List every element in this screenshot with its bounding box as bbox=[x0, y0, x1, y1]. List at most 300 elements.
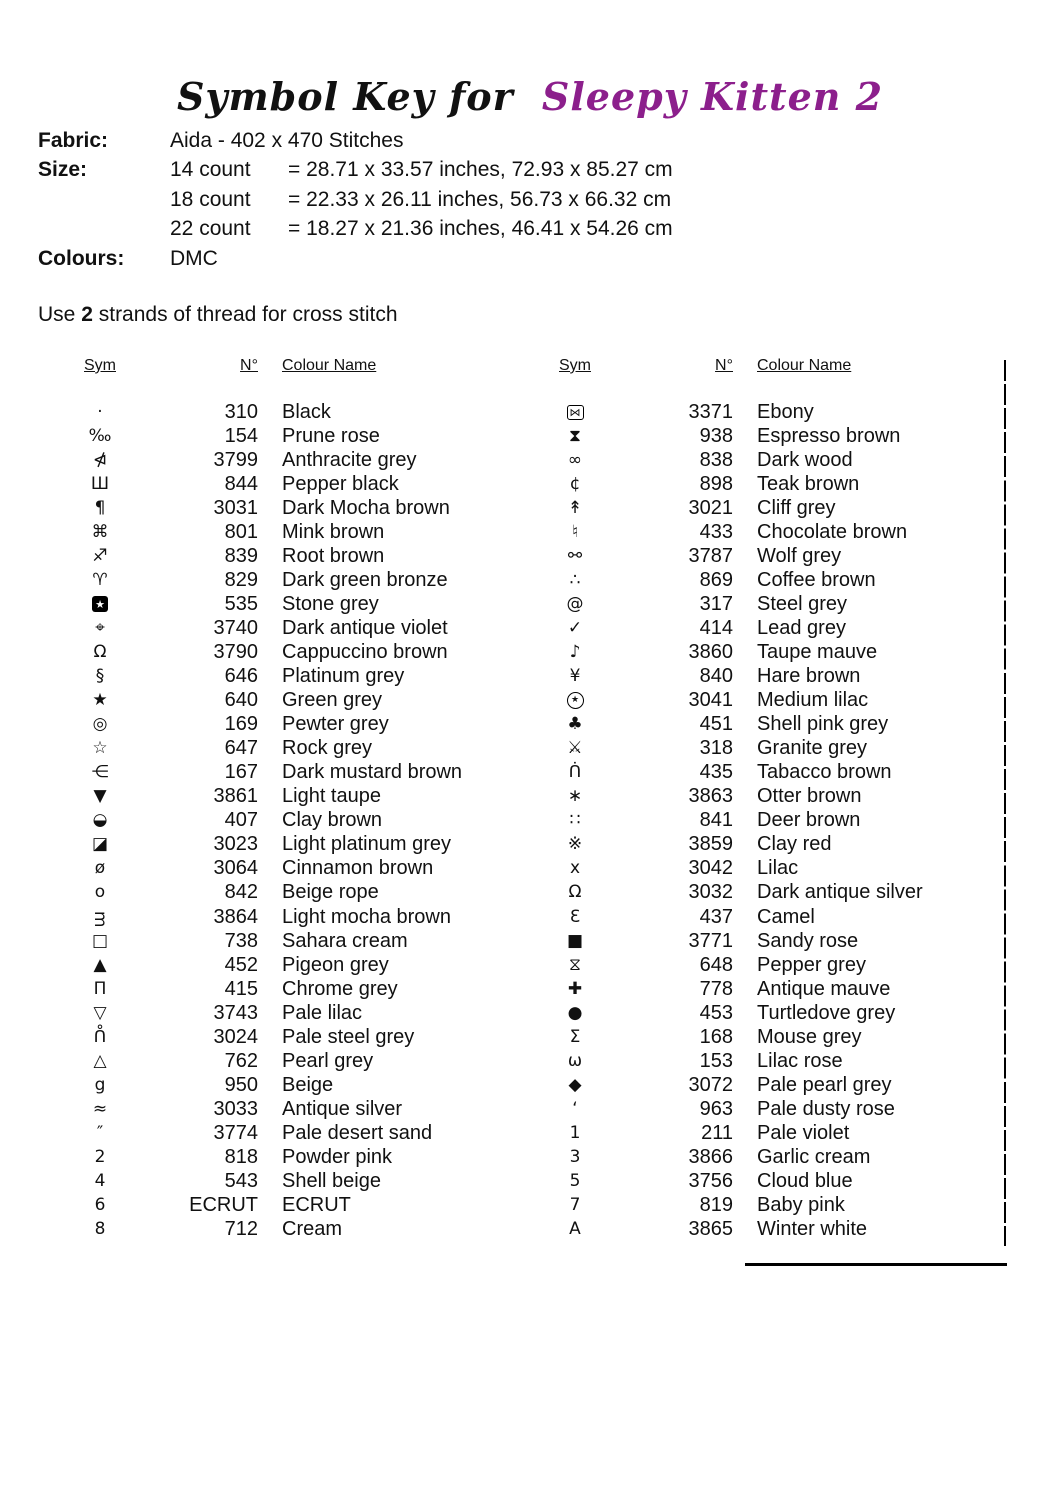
number-cell: 318 bbox=[699, 737, 733, 760]
number-cell: 646 bbox=[224, 665, 258, 688]
number-cell: ECRUT bbox=[189, 1194, 258, 1217]
number-cell: 3864 bbox=[213, 905, 258, 928]
number-cell: 640 bbox=[224, 689, 258, 712]
symbol-cell: ⧗ bbox=[569, 425, 581, 446]
symbol-cell: ♈ bbox=[92, 569, 108, 590]
table-row bbox=[60, 689, 500, 713]
table-row bbox=[60, 977, 500, 1001]
table-row bbox=[60, 1025, 500, 1049]
colour-name-cell: Mouse grey bbox=[757, 1025, 862, 1048]
table-row bbox=[60, 1121, 500, 1145]
symbol-cell: ◎ bbox=[92, 714, 108, 735]
symbol-cell: ⚯ bbox=[567, 545, 583, 566]
symbol-cell: ♣ bbox=[567, 714, 583, 735]
table-row bbox=[535, 1097, 1005, 1121]
colour-name-cell: Pewter grey bbox=[282, 713, 389, 736]
number-cell: 838 bbox=[699, 448, 733, 471]
table-row bbox=[60, 785, 500, 809]
colour-name-cell: Taupe mauve bbox=[757, 640, 878, 663]
table-row bbox=[535, 785, 1005, 809]
number-cell: 3740 bbox=[213, 616, 258, 639]
symbol-cell: 4 bbox=[94, 1171, 106, 1192]
number-cell: 3790 bbox=[213, 640, 258, 663]
number-cell: 437 bbox=[699, 905, 733, 928]
colour-name-cell: Powder pink bbox=[282, 1145, 393, 1168]
symbol-cell: ″ bbox=[96, 1122, 104, 1143]
fabric-row bbox=[38, 126, 673, 155]
number-cell: 3041 bbox=[688, 689, 733, 712]
symbol-cell: ★ bbox=[567, 692, 584, 709]
table-row bbox=[535, 1121, 1005, 1145]
colour-name-cell: Dark antique violet bbox=[282, 616, 448, 639]
table-row bbox=[535, 640, 1005, 664]
table-row bbox=[535, 833, 1005, 857]
table-row bbox=[60, 1170, 500, 1194]
number-cell: 452 bbox=[224, 953, 258, 976]
colour-name-cell: ECRUT bbox=[282, 1194, 351, 1217]
symbol-cell: ♐ bbox=[92, 545, 108, 566]
size-count: 18 count bbox=[170, 187, 251, 211]
table-row bbox=[535, 929, 1005, 953]
colour-name-cell: Hare brown bbox=[757, 665, 861, 688]
header-sym: Sym bbox=[84, 357, 116, 374]
symbol-cell: g bbox=[94, 1074, 106, 1095]
table-row bbox=[60, 424, 500, 448]
number-cell: 818 bbox=[224, 1145, 258, 1168]
colour-name-cell: Dark antique silver bbox=[757, 881, 923, 904]
table-row bbox=[535, 496, 1005, 520]
colour-name-cell: Pigeon grey bbox=[282, 953, 389, 976]
colour-name-cell: Tabacco brown bbox=[757, 761, 892, 784]
number-cell: 938 bbox=[699, 424, 733, 447]
table-row bbox=[535, 1049, 1005, 1073]
number-cell: 3021 bbox=[688, 496, 733, 519]
number-cell: 310 bbox=[224, 400, 258, 423]
colour-name-cell: Ebony bbox=[757, 400, 814, 423]
table-row bbox=[535, 472, 1005, 496]
colour-name-cell: Pale violet bbox=[757, 1121, 850, 1144]
number-cell: 3023 bbox=[213, 833, 258, 856]
number-cell: 647 bbox=[224, 737, 258, 760]
table-row bbox=[60, 400, 500, 424]
symbol-cell: ★ bbox=[92, 596, 108, 612]
table-row bbox=[60, 1073, 500, 1097]
number-cell: 3756 bbox=[688, 1170, 733, 1193]
symbol-cell: Σ bbox=[569, 1026, 581, 1047]
symbol-cell: ※ bbox=[567, 834, 583, 855]
table-row bbox=[535, 568, 1005, 592]
table-row bbox=[60, 737, 500, 761]
symbol-cell: ■ bbox=[566, 930, 584, 951]
symbol-cell: ‰ bbox=[88, 425, 112, 446]
table-row bbox=[60, 713, 500, 737]
symbol-cell: ▽ bbox=[93, 1002, 107, 1023]
symbol-cell: ᑏ bbox=[568, 762, 582, 783]
colour-name-cell: Dark green bronze bbox=[282, 568, 448, 591]
colour-name-cell: Teak brown bbox=[757, 472, 860, 495]
colour-name-cell: Anthracite grey bbox=[282, 448, 417, 471]
symbol-cell: 3 bbox=[569, 1146, 581, 1167]
colour-name-cell: Pale desert sand bbox=[282, 1121, 433, 1144]
symbol-cell: ⌖ bbox=[95, 617, 105, 638]
symbol-cell: 8 bbox=[94, 1219, 106, 1240]
colour-name-cell: Antique mauve bbox=[757, 977, 891, 1000]
number-cell: 154 bbox=[224, 424, 258, 447]
symbol-cell: ᴟ bbox=[94, 906, 106, 927]
table-row bbox=[60, 929, 500, 953]
table-row bbox=[60, 833, 500, 857]
number-cell: 3042 bbox=[688, 857, 733, 880]
header-number: N° bbox=[240, 357, 258, 374]
colour-name-cell: Clay brown bbox=[282, 809, 383, 832]
table-row bbox=[60, 1049, 500, 1073]
symbol-cell: ▲ bbox=[93, 954, 107, 975]
colour-name-cell: Baby pink bbox=[757, 1194, 845, 1217]
table-row bbox=[60, 809, 500, 833]
colour-name-cell: Deer brown bbox=[757, 809, 861, 832]
colour-name-cell: Otter brown bbox=[757, 785, 862, 808]
table-row bbox=[535, 977, 1005, 1001]
size-dimensions: = 18.27 x 21.36 inches, 46.41 x 54.26 cm bbox=[288, 217, 673, 241]
colour-name-cell: Green grey bbox=[282, 689, 383, 712]
colour-name-cell: Pale dusty rose bbox=[757, 1097, 895, 1120]
symbol-cell: ¢ bbox=[569, 473, 581, 494]
table-row bbox=[60, 496, 500, 520]
colour-name-cell: Shell pink grey bbox=[757, 713, 889, 736]
number-cell: 451 bbox=[699, 713, 733, 736]
symbol-cell: ♮ bbox=[571, 521, 579, 542]
symbol-cell: ✚ bbox=[567, 978, 583, 999]
table-row bbox=[535, 400, 1005, 424]
number-cell: 3859 bbox=[688, 833, 733, 856]
size-label: Size: bbox=[38, 158, 88, 182]
colour-name-cell: Winter white bbox=[757, 1218, 868, 1241]
table-row bbox=[60, 761, 500, 785]
number-cell: 3860 bbox=[688, 640, 733, 663]
symbol-cell: ∗ bbox=[567, 786, 583, 807]
table-row bbox=[60, 520, 500, 544]
table-row bbox=[60, 592, 500, 616]
symbol-cell: ⋪ bbox=[92, 449, 108, 470]
colours-label: Colours: bbox=[38, 246, 125, 270]
colour-name-cell: Cream bbox=[282, 1218, 343, 1241]
number-cell: 435 bbox=[699, 761, 733, 784]
symbol-cell: x bbox=[569, 858, 581, 879]
colour-name-cell: Dark Mocha brown bbox=[282, 496, 450, 519]
table-row bbox=[60, 448, 500, 472]
colour-name-cell: Light mocha brown bbox=[282, 905, 451, 928]
symbol-cell: ¥ bbox=[569, 666, 581, 687]
strands-instruction bbox=[38, 303, 398, 327]
number-cell: 3024 bbox=[213, 1025, 258, 1048]
symbol-cell: ω bbox=[567, 1050, 583, 1071]
instruction-strand-count: 2 bbox=[81, 303, 93, 326]
colour-name-cell: Cappuccino brown bbox=[282, 640, 448, 663]
number-cell: 3031 bbox=[213, 496, 258, 519]
symbol-cell: Ω bbox=[568, 882, 582, 903]
symbol-cell: Ω bbox=[93, 641, 107, 662]
colour-name-cell: Shell beige bbox=[282, 1170, 381, 1193]
number-cell: 842 bbox=[224, 881, 258, 904]
symbol-cell: § bbox=[95, 666, 105, 687]
table-row bbox=[535, 520, 1005, 544]
size-values bbox=[170, 155, 673, 243]
colour-name-cell: Dark wood bbox=[757, 448, 853, 471]
colour-name-cell: Chocolate brown bbox=[757, 520, 908, 543]
symbol-key-column-left bbox=[60, 400, 500, 1242]
symbol-cell: △ bbox=[93, 1050, 107, 1071]
colour-name-cell: Medium lilac bbox=[757, 689, 869, 712]
number-cell: 3771 bbox=[688, 929, 733, 952]
table-row bbox=[535, 689, 1005, 713]
symbol-cell: ☆ bbox=[92, 738, 108, 759]
colour-name-cell: Platinum grey bbox=[282, 665, 405, 688]
symbol-cell: ◒ bbox=[92, 810, 108, 831]
symbol-cell: ‘ bbox=[572, 1098, 578, 1119]
header-number: N° bbox=[715, 357, 733, 374]
instruction-suffix: strands of thread for cross stitch bbox=[98, 303, 398, 326]
number-cell: 167 bbox=[224, 761, 258, 784]
number-cell: 3799 bbox=[213, 448, 258, 471]
symbol-cell: ⚔ bbox=[567, 738, 583, 759]
symbol-cell: Ɛ bbox=[569, 906, 581, 927]
colour-name-cell: Lilac bbox=[757, 857, 799, 880]
number-cell: 453 bbox=[699, 1001, 733, 1024]
size-line-18 bbox=[170, 185, 673, 214]
colours-row bbox=[38, 244, 673, 273]
number-cell: 3064 bbox=[213, 857, 258, 880]
colour-name-cell: Wolf grey bbox=[757, 544, 842, 567]
symbol-cell: ⋲ bbox=[91, 762, 109, 783]
table-row bbox=[535, 616, 1005, 640]
symbol-cell: Ш bbox=[90, 473, 110, 494]
number-cell: 3072 bbox=[688, 1073, 733, 1096]
symbol-cell: ∷ bbox=[569, 810, 581, 831]
symbol-cell: 7 bbox=[569, 1195, 581, 1216]
symbol-cell: · bbox=[97, 401, 103, 422]
symbol-cell: A bbox=[569, 1219, 581, 1240]
page-title bbox=[0, 74, 1060, 119]
number-cell: 3743 bbox=[213, 1001, 258, 1024]
symbol-cell: ⋈ bbox=[567, 405, 584, 420]
table-header-left bbox=[60, 357, 500, 375]
number-cell: 3866 bbox=[688, 1145, 733, 1168]
colour-name-cell: Turtledove grey bbox=[757, 1001, 896, 1024]
table-row bbox=[535, 881, 1005, 905]
number-cell: 3863 bbox=[688, 785, 733, 808]
symbol-cell: □ bbox=[91, 930, 109, 951]
table-row bbox=[535, 1145, 1005, 1169]
number-cell: 844 bbox=[224, 472, 258, 495]
number-cell: 839 bbox=[224, 544, 258, 567]
number-cell: 407 bbox=[224, 809, 258, 832]
number-cell: 168 bbox=[699, 1025, 733, 1048]
colour-name-cell: Clay red bbox=[757, 833, 832, 856]
colour-name-cell: Cloud blue bbox=[757, 1170, 853, 1193]
table-row bbox=[535, 1170, 1005, 1194]
number-cell: 762 bbox=[224, 1049, 258, 1072]
number-cell: 3033 bbox=[213, 1097, 258, 1120]
table-row bbox=[60, 953, 500, 977]
table-bottom-border bbox=[745, 1263, 1007, 1266]
table-right-border bbox=[1004, 360, 1006, 1246]
colour-name-cell: Espresso brown bbox=[757, 424, 901, 447]
instruction-prefix: Use bbox=[38, 303, 76, 326]
number-cell: 3032 bbox=[688, 881, 733, 904]
symbol-cell: o bbox=[94, 882, 106, 903]
colour-name-cell: Sandy rose bbox=[757, 929, 859, 952]
number-cell: 869 bbox=[699, 568, 733, 591]
colour-name-cell: Pepper grey bbox=[757, 953, 866, 976]
header-colour-name: Colour Name bbox=[282, 357, 377, 374]
table-row bbox=[535, 857, 1005, 881]
table-row bbox=[60, 1001, 500, 1025]
header-sym: Sym bbox=[559, 357, 591, 374]
colour-name-cell: Light platinum grey bbox=[282, 833, 451, 856]
symbol-cell: ◆ bbox=[568, 1074, 582, 1095]
number-cell: 963 bbox=[699, 1097, 733, 1120]
table-row bbox=[535, 544, 1005, 568]
number-cell: 819 bbox=[699, 1194, 733, 1217]
number-cell: 778 bbox=[699, 977, 733, 1000]
table-row bbox=[535, 448, 1005, 472]
size-line-14 bbox=[170, 155, 673, 184]
size-dimensions: = 28.71 x 33.57 inches, 72.93 x 85.27 cm bbox=[288, 158, 673, 182]
number-cell: 738 bbox=[224, 929, 258, 952]
colour-name-cell: Beige rope bbox=[282, 881, 379, 904]
table-row bbox=[60, 1145, 500, 1169]
table-row bbox=[535, 1073, 1005, 1097]
table-row bbox=[60, 1194, 500, 1218]
table-row bbox=[535, 809, 1005, 833]
symbol-cell: 5 bbox=[569, 1171, 581, 1192]
symbol-cell: ★ bbox=[92, 690, 108, 711]
header-colour-name: Colour Name bbox=[757, 357, 852, 374]
number-cell: 801 bbox=[224, 520, 258, 543]
table-row bbox=[60, 905, 500, 929]
colour-name-cell: Prune rose bbox=[282, 424, 380, 447]
table-row bbox=[535, 1001, 1005, 1025]
size-dimensions: = 22.33 x 26.11 inches, 56.73 x 66.32 cm bbox=[288, 187, 672, 211]
table-header-right bbox=[535, 357, 1005, 375]
symbol-cell: ¶ bbox=[94, 497, 106, 518]
table-row bbox=[535, 737, 1005, 761]
table-row bbox=[535, 953, 1005, 977]
fabric-value: Aida - 402 x 470 Stitches bbox=[170, 129, 404, 152]
colour-name-cell: Antique silver bbox=[282, 1097, 403, 1120]
number-cell: 898 bbox=[699, 472, 733, 495]
colour-name-cell: Black bbox=[282, 400, 331, 423]
symbol-cell: 6 bbox=[94, 1195, 106, 1216]
symbol-cell: 1 bbox=[569, 1122, 581, 1143]
number-cell: 3371 bbox=[688, 400, 733, 423]
symbol-cell: 2 bbox=[94, 1146, 106, 1167]
table-row bbox=[60, 1218, 500, 1242]
number-cell: 3787 bbox=[688, 544, 733, 567]
colour-name-cell: Stone grey bbox=[282, 592, 379, 615]
number-cell: 840 bbox=[699, 665, 733, 688]
symbol-cell: ≈ bbox=[92, 1098, 108, 1119]
number-cell: 3774 bbox=[213, 1121, 258, 1144]
pattern-info bbox=[38, 126, 673, 273]
symbol-cell: ● bbox=[567, 1002, 583, 1023]
number-cell: 3861 bbox=[213, 785, 258, 808]
table-row bbox=[60, 472, 500, 496]
number-cell: 153 bbox=[699, 1049, 733, 1072]
symbol-cell: ⌘ bbox=[91, 521, 109, 542]
colour-name-cell: Cinnamon brown bbox=[282, 857, 434, 880]
colour-name-cell: Steel grey bbox=[757, 592, 848, 615]
number-cell: 211 bbox=[701, 1121, 733, 1144]
colour-name-cell: Pale steel grey bbox=[282, 1025, 415, 1048]
symbol-cell: ø bbox=[94, 858, 106, 879]
colour-name-cell: Pale pearl grey bbox=[757, 1073, 892, 1096]
colour-name-cell: Camel bbox=[757, 905, 815, 928]
table-row bbox=[60, 665, 500, 689]
number-cell: 433 bbox=[699, 520, 733, 543]
symbol-cell: ✓ bbox=[567, 617, 583, 638]
number-cell: 712 bbox=[224, 1218, 258, 1241]
symbol-cell: @ bbox=[566, 593, 584, 614]
colour-name-cell: Cliff grey bbox=[757, 496, 836, 519]
colour-name-cell: Granite grey bbox=[757, 737, 868, 760]
table-row bbox=[60, 640, 500, 664]
number-cell: 169 bbox=[224, 713, 258, 736]
table-row bbox=[60, 881, 500, 905]
size-row bbox=[38, 155, 673, 243]
table-row bbox=[535, 665, 1005, 689]
number-cell: 648 bbox=[699, 953, 733, 976]
table-row bbox=[60, 616, 500, 640]
number-cell: 3865 bbox=[688, 1218, 733, 1241]
number-cell: 543 bbox=[224, 1170, 258, 1193]
number-cell: 317 bbox=[699, 592, 733, 615]
number-cell: 535 bbox=[224, 592, 258, 615]
colour-name-cell: Pale lilac bbox=[282, 1001, 363, 1024]
table-row bbox=[60, 568, 500, 592]
symbol-cell: ◪ bbox=[91, 834, 109, 855]
colour-name-cell: Root brown bbox=[282, 544, 385, 567]
colour-name-cell: Beige bbox=[282, 1073, 334, 1096]
number-cell: 414 bbox=[699, 616, 733, 639]
colour-name-cell: Light taupe bbox=[282, 785, 381, 808]
number-cell: 950 bbox=[224, 1073, 258, 1096]
size-count: 22 count bbox=[170, 217, 251, 241]
colour-name-cell: Pepper black bbox=[282, 472, 399, 495]
number-cell: 415 bbox=[224, 977, 258, 1000]
symbol-cell: ⧖ bbox=[569, 954, 581, 975]
table-row bbox=[535, 713, 1005, 737]
table-row bbox=[535, 1025, 1005, 1049]
symbol-cell: ▼ bbox=[93, 786, 107, 807]
colour-name-cell: Chrome grey bbox=[282, 977, 398, 1000]
symbol-key-column-right bbox=[535, 400, 1005, 1242]
colour-name-cell: Rock grey bbox=[282, 737, 373, 760]
number-cell: 829 bbox=[224, 568, 258, 591]
table-row bbox=[60, 1097, 500, 1121]
colour-name-cell: Coffee brown bbox=[757, 568, 876, 591]
symbol-cell: ↟ bbox=[567, 497, 583, 518]
table-row bbox=[535, 761, 1005, 785]
size-count: 14 count bbox=[170, 158, 251, 182]
title-name: Sleepy Kitten 2 bbox=[541, 74, 884, 119]
table-row bbox=[60, 857, 500, 881]
table-row bbox=[60, 544, 500, 568]
fabric-label: Fabric: bbox=[38, 129, 109, 152]
table-row bbox=[535, 592, 1005, 616]
symbol-cell: ∞ bbox=[567, 449, 583, 470]
table-row bbox=[535, 1194, 1005, 1218]
